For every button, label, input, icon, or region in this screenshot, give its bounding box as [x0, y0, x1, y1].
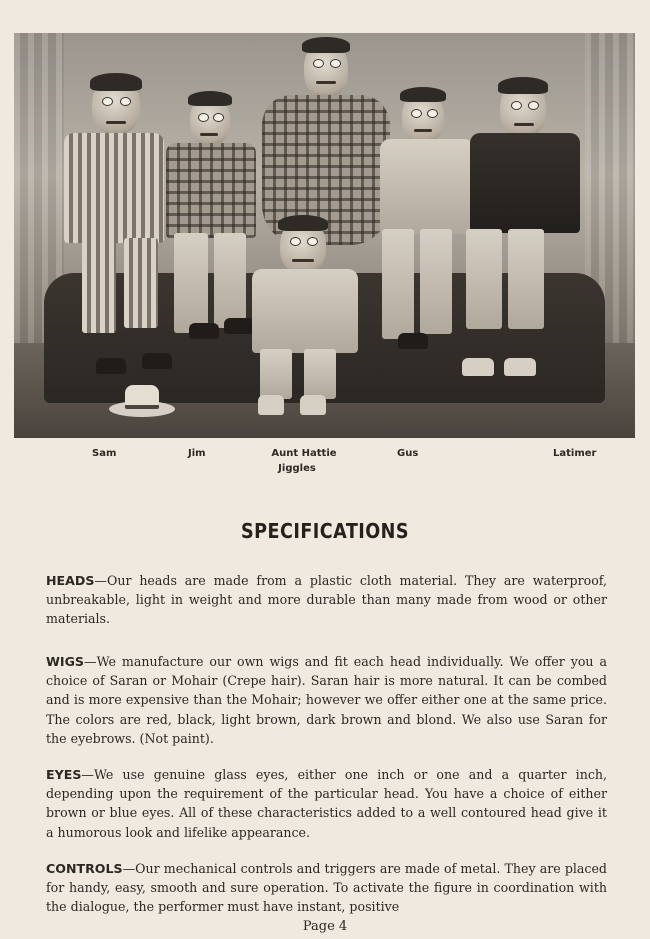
caption-aunt-hattie: Aunt Hattie: [271, 448, 337, 459]
page-number: Page 4: [302, 919, 348, 934]
wigs-text: —We manufacture our own wigs and fit each head individually. We offer you a choice of Saran or Mohair (Crepe hair). Saran hair is more natural. It can be combed and is more expensive than the Mohair; however we offer either one at the same price. The colors are red, black, light brown, dark brown and blond. We also use Saran for the eyebrows. (Not paint).: [46, 654, 607, 746]
wigs-paragraph: [46, 652, 607, 748]
heads-heading: HEADS: [46, 573, 95, 588]
eyes-text: —We use genuine glass eyes, either one inch or one and a quarter inch, depending upon the requirement of the particular head. You have a choice of either brown or blue eyes. All of these characteristics added to a well contoured head give it a humorous look and lifelike appearance.: [46, 767, 607, 840]
ventriloquist-figures-photo: [14, 33, 635, 438]
caption-jim: Jim: [188, 448, 206, 459]
straw-hat: [109, 383, 175, 417]
controls-text: —Our mechanical controls and triggers are made of metal. They are placed for handy, easy, smooth and sure operation. To activate the figure in coordination with the dialogue, the performer must have instant, positive: [46, 861, 607, 915]
heads-text: —Our heads are made from a plastic cloth material. They are waterproof, unbreakable, light in weight and more durable than many made from wood or other materials.: [46, 573, 607, 627]
eyes-heading: EYES: [46, 767, 82, 782]
controls-paragraph: [46, 859, 607, 917]
caption-jiggles: Jiggles: [278, 463, 316, 474]
page-title: SPECIFICATIONS: [241, 519, 409, 543]
controls-heading: CONTROLS: [46, 861, 123, 876]
heads-paragraph: [46, 571, 607, 629]
caption-aunt-hattie-jiggles: [262, 446, 342, 476]
wigs-heading: WIGS: [46, 654, 84, 669]
caption-gus: Gus: [397, 448, 419, 459]
caption-latimer: Latimer: [553, 448, 597, 459]
caption-sam: Sam: [92, 448, 117, 459]
eyes-paragraph: [46, 765, 607, 842]
